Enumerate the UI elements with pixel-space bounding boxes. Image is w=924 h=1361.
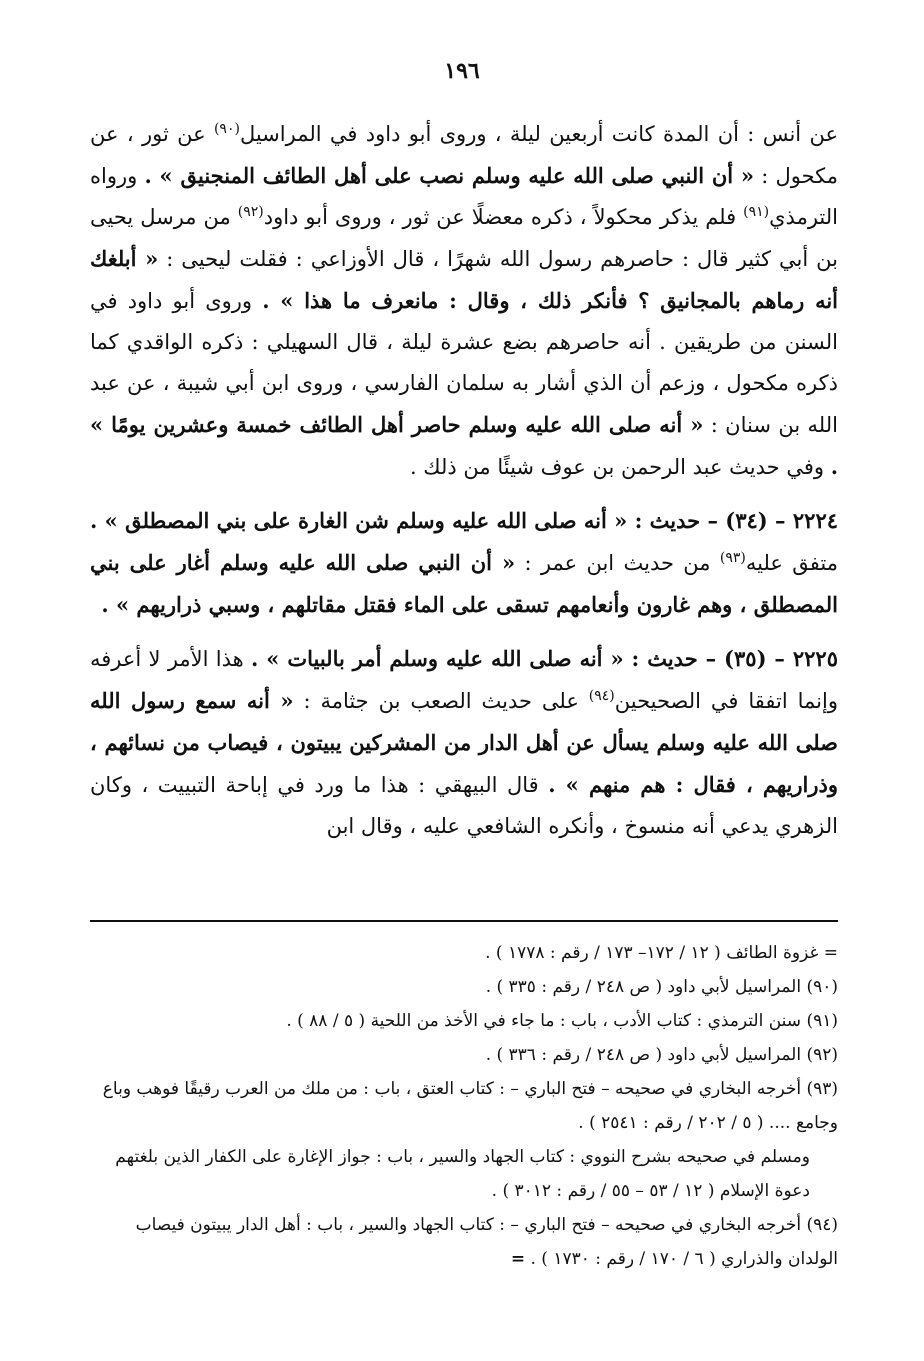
text-run: من مرسل يحيى بن أبي كثير قال : حاصرهم رسول الله شهرًا ، قال الأوزاعي : فقلت ليحيى :	[90, 205, 838, 271]
hadith-entry-2224	[90, 500, 838, 626]
text-run: من حديث ابن عمر :	[515, 551, 720, 575]
footnote-90: (٩٠) المراسيل لأبي داود ( ص ٢٤٨ / رقم : ٣٣٥ ) .	[485, 977, 838, 997]
footnote-divider	[90, 920, 838, 922]
bold-quote: « أبلغك أنه رماهم بالمجانيق ؟ فأنكر ذلك ، وقال : مانعرف ما هذا » .	[90, 246, 839, 313]
bold-quote: « أن النبي صلى الله عليه وسلم نصب على أهل الطائف المنجنيق » .	[144, 163, 755, 188]
footnote-ref-92[interactable]: (٩٢)	[237, 204, 264, 220]
footnote-93-continued: ومسلم في صحيحه بشرح النووي : كتاب الجهاد والسير ، باب : جواز الإغارة على الكفار الذين بلغتهم دعوة الإسلام ( ١٢ / ٥٣ – ٥٥ / رقم : ٣٠١٢ ) .	[115, 1147, 810, 1201]
bold-quote: « أنه سمع رسول الله صلى الله عليه وسلم يسأل عن أهل الدار من المشركين يبيتون ، فيصاب من نسائهم ، وذراريهم ، فقال : هم منهم » .	[90, 688, 838, 797]
footnote-91: (٩١) سنن الترمذي : كتاب الأدب ، باب : ما جاء في الأخذ من اللحية ( ٥ / ٨٨ ) .	[286, 1011, 838, 1031]
paragraph	[90, 114, 838, 488]
text-run: عن ثور ، عن مكحول :	[90, 122, 838, 188]
entry-heading: ٢٢٢٤ – (٣٤) – حديث : « أنه صلى الله عليه وسلم شن الغارة على بني المصطلق » .	[90, 508, 839, 533]
bold-quote: « أنه صلى الله عليه وسلم حاصر أهل الطائف خمسة وعشرين يومًا » .	[90, 412, 838, 479]
text-run: ورواه الترمذي	[90, 164, 838, 229]
hadith-entry-2225	[90, 638, 838, 847]
text-run: وروى أبو داود في السنن من طريقين . أنه حاصرهم بضع عشرة ليلة ، قال السهيلي : ذكره الواقدي كما ذكره مكحول ، وزعم أن الذي أشار به سلمان الفارسي ، وروى ابن أبي شيبة ، عن عبد الله بن سنان :	[90, 289, 838, 437]
footnote-92: (٩٢) المراسيل لأبي داود ( ص ٢٤٨ / رقم : ٣٣٦ ) .	[485, 1045, 838, 1065]
footnote-ref-93[interactable]: (٩٣)	[719, 550, 746, 566]
footnote-93: (٩٣) أخرجه البخاري في صحيحه – فتح الباري – : كتاب العتق ، باب : من ملك من العرب رقيقًا فوهب وباع وجامع .... ( ٥ / ٢٠٢ / رقم : ٢٥٤١ ) .	[102, 1079, 838, 1133]
page-number: ١٩٦	[444, 58, 480, 84]
text-run: على حديث الصعب بن جثامة :	[293, 689, 589, 713]
text-run: قال البيهقي : هذا ما ورد في إباحة التبييت ، وكان الزهري يدعي أنه منسوخ ، وأنكره الشافعي عليه ، وقال ابن	[90, 773, 838, 838]
entry-heading: ٢٢٢٥ – (٣٥) – حديث : « أنه صلى الله عليه وسلم أمر بالبيات » .	[251, 646, 838, 671]
footnote-continued: = غزوة الطائف ( ١٢ / ١٧٢– ١٧٣ / رقم : ١٧٧٨ ) .	[485, 943, 838, 963]
footnote-ref-91[interactable]: (٩١)	[743, 204, 770, 220]
text-run: وفي حديث عبد الرحمن بن عوف شيئًا من ذلك .	[409, 455, 831, 479]
text-run: متفق عليه	[745, 551, 839, 575]
main-text	[90, 114, 838, 847]
footnote-ref-90[interactable]: (٩٠)	[213, 121, 240, 137]
footnote-94	[86, 1208, 838, 1276]
footnote-ref-94[interactable]: (٩٤)	[588, 688, 615, 704]
footnotes	[86, 936, 838, 1276]
text-run: هذا الأمر لا أعرفه وإنما اتفقا في الصحيحين	[90, 647, 838, 713]
continued-mark: =	[510, 1249, 526, 1269]
bold-quote: « أن النبي صلى الله عليه وسلم أغار على بني المصطلق ، وهم غارون وأنعامهم تسقى على الماء فقتل مقاتلهم ، وسبي ذراريهم » .	[90, 550, 838, 617]
footnote-94-text: (٩٤) أخرجه البخاري في صحيحه – فتح الباري – : كتاب الجهاد والسير ، باب : أهل الدار يبيتون فيصاب الولدان والذراري ( ٦ / ١٧٠ / رقم : ١٧٣٠ ) .	[135, 1215, 838, 1269]
text-run: فلم يذكر محكولاً ، ذكره معضلًا عن ثور ، وروى أبو داود	[263, 205, 744, 229]
text-run: عن أنس : أن المدة كانت أربعين ليلة ، وروى أبو داود في المراسيل	[239, 122, 838, 146]
